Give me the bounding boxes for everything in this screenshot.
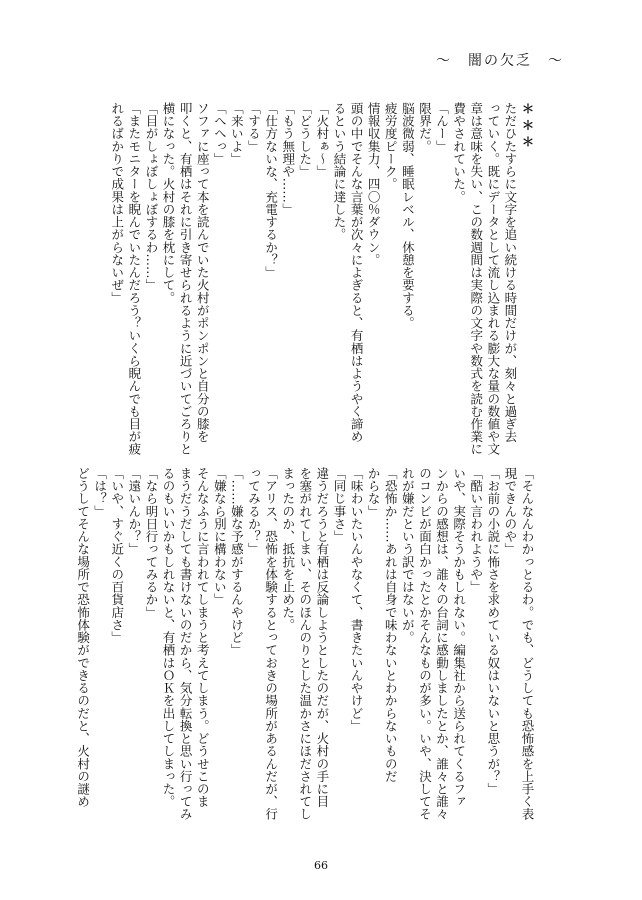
text-line: 違うだろうと有栖は反論しようとしたのだが、火村の手に目: [314, 467, 330, 808]
text-line: 脳波微弱、睡眠レベル、休憩を要する。: [400, 102, 416, 330]
text-line: るのもいいかもしれないと、有栖はＯＫを出してしまった。: [161, 467, 177, 808]
text-line: ソファに座って本を読んでいた火村がポンポンと自分の膝を: [195, 102, 211, 443]
text-line: 費やされていた。: [451, 102, 467, 203]
text-line: 「は？」: [92, 467, 108, 518]
text-line: れるばかりで成果は上がらないぜ」: [109, 102, 125, 304]
text-line: 「そんなんわかっとるわ。でも、どうしても恐怖感を上手く表: [520, 467, 535, 821]
text-line: っていく。既にデータとして流し込まれる膨大な量の数値や文: [485, 102, 501, 456]
text-line: ただひたすらに文字を追い続ける時間だけが、刻々と過ぎ去: [502, 102, 518, 443]
text-line: 横になった。火村の膝を枕にして。: [161, 102, 177, 304]
text-line: 「遠いんか？」: [126, 467, 142, 556]
text-line: 「味わいたいんやなくて、書きたいんやけど」: [349, 467, 365, 733]
text-line: 叩くと、有栖はそれに引き寄せられるように近づいてごろりと: [178, 102, 194, 456]
text-line: 「嫌なら別に構わない」: [212, 467, 228, 606]
text-line: 「なら明日行ってみるか」: [143, 467, 159, 619]
text-line: 疲労度ピーク。: [383, 102, 399, 191]
text-line: るという結論に達した。: [331, 102, 347, 241]
text-line: 「仕方ないな、充電するか？」: [263, 102, 279, 279]
text-line: 限界だ。: [417, 102, 433, 153]
page-number: 66: [314, 859, 328, 872]
text-line: 「来いよ」: [229, 102, 245, 166]
text-line: 情報収集力、四〇％ダウン。: [366, 102, 382, 267]
text-line: まうだうだしても書けないのだから、気分転換と思い行ってみ: [178, 467, 194, 821]
text-line: 「同じ事さ」: [331, 467, 347, 543]
running-header: ～ 闇の欠乏 ～: [436, 53, 564, 69]
text-line: ってみるか？」: [246, 467, 262, 556]
text-line: 「またモニターを睨んでいたんだろう？いくら睨んでも目が疲: [126, 102, 142, 456]
text-line: 「恐怖か……あれは自身で味わないとわからないものだ: [383, 467, 399, 783]
text-line: 「どうした」: [297, 102, 313, 178]
text-column-lower: [75, 467, 536, 867]
text-line: 「酷い言われようや」: [468, 467, 484, 594]
text-line: 「お前の小説に怖さを求めている奴はいないと思うが？」: [485, 467, 501, 796]
text-line: 「目がしょぼしょぼするわ……」: [143, 102, 159, 292]
text-line: どうしてそんな場所で恐怖体験ができるのだと、火村の謎め: [75, 467, 91, 808]
text-line: そんなふうに言われてしまうと考えてしまう。どうせこのま: [195, 467, 211, 808]
text-line: からな」: [366, 467, 382, 518]
text-line: 「する」: [246, 102, 262, 153]
text-line: れが嫌だという訳ではないが。: [400, 467, 416, 644]
text-line: 「アリス、恐怖を体験するとっておきの場所があるんだが、行: [263, 467, 279, 821]
text-line: 「いや、すぐ近くの百貨店さ」: [109, 467, 125, 644]
text-line: 「へへっ」: [212, 102, 228, 166]
text-line: まったのか、抵抗を止めた。: [280, 467, 296, 632]
text-line: ンからの感想は、誰々の台詞に感動しましたとか、誰々と誰々: [434, 467, 450, 821]
text-line: 「火村ぁ～」: [314, 102, 330, 178]
text-line: のコンビが面白かったとかそんなものが多い。いや、決してそ: [417, 467, 433, 821]
text-line: いや、実際そうかもしれない。編集社から送られてくるファ: [451, 467, 467, 808]
section-break: ＊＊＊: [520, 102, 535, 152]
text-line: 現できんのや」: [502, 467, 518, 556]
text-line: 「……嫌な予感がするんやけど」: [229, 467, 245, 657]
text-line: 「もう無理や……」: [280, 102, 296, 216]
text-line: 「んー」: [434, 102, 450, 153]
text-line: 章は意味を失い、この数週間は実際の文字や数式を読む作業に: [468, 102, 484, 456]
text-column-upper: [86, 102, 536, 502]
text-line: 頭の中でそんな言葉が次々によぎると、有栖はようやく諦め: [349, 102, 365, 443]
text-line: を塞がれてしまい、そのほんのりとした温かさにほだされてし: [297, 467, 313, 821]
